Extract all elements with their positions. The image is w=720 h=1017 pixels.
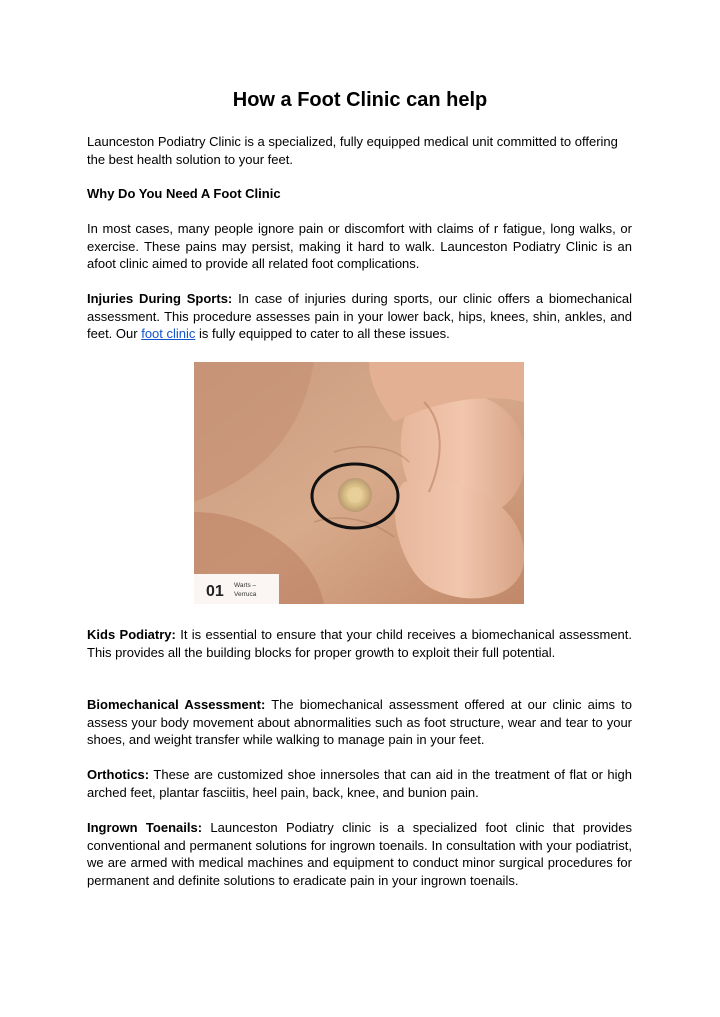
orthotics-label: Orthotics:: [87, 767, 150, 782]
verruca-photo-illustration: [194, 362, 524, 604]
biomech-label: Biomechanical Assessment:: [87, 697, 266, 712]
ingrown-text: Launceston Podiatry clinic is a specialized foot clinic that provides conventional and permanent solutions for ingrown toenails. In consultation with your podiatrist, we are armed with medical machines and equipment to conduct minor surgical procedures for permanent and definite solutions to eradicate pain in your ingrown toenails.: [87, 820, 632, 888]
kids-label: Kids Podiatry:: [87, 627, 176, 642]
biomech-paragraph: [87, 696, 632, 749]
kids-text: It is essential to ensure that your child receives a biomechanical assessment. This provides all the building blocks for proper growth to exploit their full potential.: [87, 627, 633, 660]
why-heading-text: Why Do You Need A Foot Clinic: [87, 186, 281, 201]
figure-caption-line2: Verruca: [234, 591, 257, 598]
verruca-photo: [194, 362, 524, 604]
sports-text-after: is fully equipped to cater to all these issues.: [195, 326, 450, 341]
figure-number: 01: [206, 583, 224, 600]
sports-label: Injuries During Sports:: [87, 291, 233, 306]
why-heading: [87, 185, 632, 203]
ingrown-label: Ingrown Toenails:: [87, 820, 203, 835]
foot-clinic-link[interactable]: foot clinic: [141, 326, 196, 341]
orthotics-paragraph: [87, 766, 632, 801]
sports-paragraph: [87, 290, 632, 343]
figure-caption-line1: Warts –: [234, 582, 257, 589]
kids-paragraph: [87, 626, 632, 661]
orthotics-text: These are customized shoe innersoles that can aid in the treatment of flat or high arched feet, plantar fasciitis, heel pain, back, knee, and bunion pain.: [87, 767, 632, 800]
biomech-text: The biomechanical assessment offered at our clinic aims to assess your body movement about abnormalities such as foot structure, wear and tear to your shoes, and weight transfer while walking to manage pain in your feet.: [87, 697, 632, 747]
ingrown-paragraph: [87, 819, 632, 889]
page-title: How a Foot Clinic can help: [232, 89, 488, 111]
sports-text-before: In case of injuries during sports, our clinic offers a biomechanical assessment. This procedure assesses pain in your lower back, hips, knees, shin, ankles, and feet. Our: [87, 291, 632, 341]
intro-paragraph: Launceston Podiatry Clinic is a specialized, fully equipped medical unit committed to offering the best health solution to your feet.: [87, 134, 618, 167]
why-paragraph: In most cases, many people ignore pain or discomfort with claims of r fatigue, long walks, or exercise. These pains may persist, making it hard to walk. Launceston Podiatry Clinic is an afoot clinic aimed to provide all related foot complications.: [87, 221, 632, 271]
